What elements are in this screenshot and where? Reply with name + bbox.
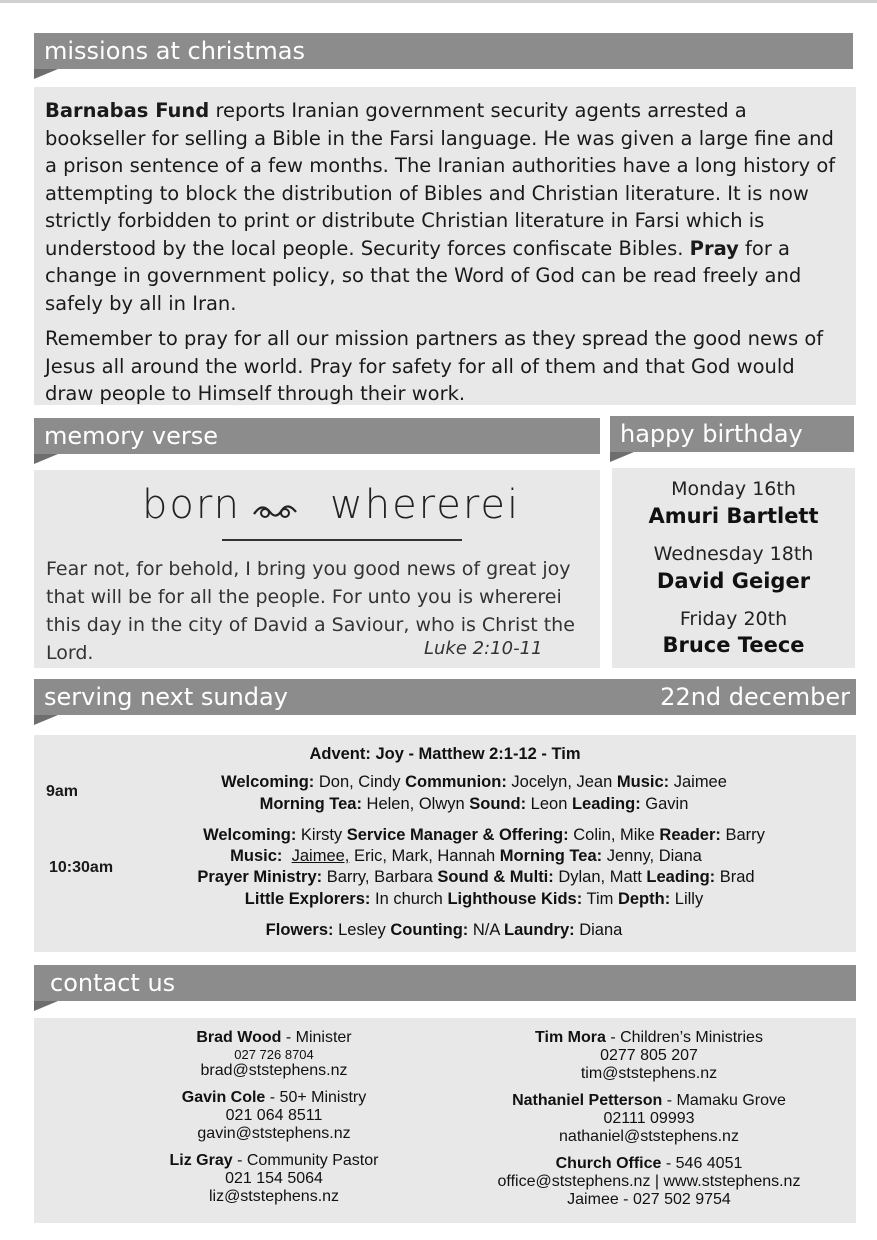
birthday-day: Monday 16th: [671, 478, 796, 500]
contact-entry: Nathaniel Petterson - Mamaku Grove: [512, 1092, 786, 1109]
banner-fold: [34, 454, 58, 464]
missions-box: [34, 87, 856, 405]
birthday-day: Friday 20th: [679, 608, 788, 630]
serving-box: [34, 735, 856, 952]
serving-banner: [34, 679, 856, 715]
serving-heading: Advent: Joy - Matthew 2:1-12 - Tim: [309, 745, 581, 763]
serving-row: Little Explorers: In church Lighthouse Kids: Tim Depth: Lilly: [244, 890, 704, 908]
memory-word-heading: [142, 478, 521, 538]
flourish-icon: [250, 498, 300, 528]
birthday-box: [612, 468, 855, 668]
contact-entry: Tim Mora - Children’s Ministries: [535, 1029, 763, 1046]
pray-label: Pray: [689, 236, 739, 260]
time-9am: 9am: [46, 783, 79, 800]
serving-row: Music: Jaimee, Eric, Mark, Hannah Morning Tea: Jenny, Diana: [230, 847, 702, 865]
contact-email[interactable]: nathaniel@ststephens.nz: [559, 1128, 739, 1145]
contact-phone: 0277 805 207: [600, 1047, 698, 1064]
barnabas-fund-label: Barnabas Fund: [45, 99, 210, 122]
serving-row: Prayer Ministry: Barry, Barbara Sound & Multi: Dylan, Matt Leading: Brad: [197, 868, 755, 886]
contact-banner: [34, 965, 856, 1001]
memory-verse-title: memory verse: [44, 422, 219, 450]
memory-word-left: born: [142, 482, 241, 528]
office-email-website[interactable]: office@ststephens.nz | www.ststephens.nz: [497, 1173, 801, 1190]
office-jaimee-contact: Jaimee - 027 502 9754: [567, 1191, 731, 1208]
contact-phone: 021 154 5064: [225, 1170, 323, 1187]
banner-fold: [34, 69, 58, 79]
memory-verse-banner: [34, 418, 600, 454]
memory-verse-box: [34, 470, 600, 668]
serving-footer-row: Flowers: Lesley Counting: N/A Laundry: Diana: [265, 921, 623, 939]
missions-paragraph-2: Remember to pray for all our mission partners as they spread the good news of Jesus all around the world. Pray for safety for all of them and that God would draw people to Himself through their work.: [45, 327, 824, 405]
contact-title: contact us: [50, 969, 176, 997]
contact-entry: Church Office - 546 4051: [555, 1155, 743, 1172]
contact-entry: Brad Wood - Minister: [196, 1029, 352, 1046]
missions-banner: [34, 33, 853, 69]
birthday-name: Bruce Teece: [662, 633, 805, 657]
memory-underline: [222, 539, 462, 541]
contact-email[interactable]: brad@ststephens.nz: [200, 1062, 348, 1079]
contact-entry: Gavin Cole - 50+ Ministry: [181, 1089, 367, 1106]
banner-fold: [34, 1001, 58, 1011]
birthday-banner: [610, 416, 854, 452]
contact-entry: Liz Gray - Community Pastor: [169, 1152, 379, 1169]
memory-word-right: whererei: [330, 482, 521, 528]
jaimee-link: Jaimee,: [291, 847, 350, 865]
contact-email[interactable]: liz@ststephens.nz: [208, 1188, 340, 1205]
birthday-name: David Geiger: [656, 569, 811, 593]
memory-verse-reference: Luke 2:10-11: [424, 638, 543, 659]
birthday-day: Wednesday 18th: [653, 543, 814, 565]
memory-verse-text: Fear not, for behold, I bring you good news of great joy that will be for all the people. For unto you is whererei this day in the city of David a Saviour, who is Christ the Lord.: [46, 558, 575, 664]
banner-fold: [34, 715, 58, 725]
time-1030am: 10:30am: [49, 859, 114, 876]
serving-title: serving next sunday: [44, 683, 288, 711]
birthday-name: Amuri Bartlett: [648, 504, 819, 528]
serving-row: Welcoming: Don, Cindy Communion: Jocelyn, Jean Music: Jaimee: [221, 773, 727, 791]
top-rule: [0, 0, 877, 3]
contact-phone: 027 726 8704: [234, 1047, 314, 1062]
contact-email[interactable]: tim@ststephens.nz: [580, 1065, 718, 1082]
contact-phone: 02111 09993: [603, 1110, 695, 1127]
contact-phone: 021 064 8511: [225, 1107, 323, 1124]
missions-title: missions at christmas: [44, 37, 305, 65]
contact-column-right: [464, 1029, 834, 1209]
birthday-title: happy birthday: [620, 420, 803, 448]
missions-paragraph-1: Barnabas Fund reports Iranian government security agents arrested a bookseller for selling a Bible in the Farsi language. He was given a large fine and a prison sentence of a few months. The Iranian authorities have a long history of attempting to block the distribution of Bibles and Christian literature. It is now strictly forbidden to print or distribute Christian literature in Farsi which is understood by the local people. Security forces confiscate Bibles. Pray for a change in government policy, so that the Word of God can be read freely and safely by all in Iran.: [45, 99, 836, 315]
contact-email[interactable]: gavin@ststephens.nz: [197, 1125, 351, 1142]
contact-column-left: [124, 1029, 424, 1206]
banner-fold: [610, 452, 634, 462]
contact-box: [34, 1018, 856, 1223]
serving-row: Morning Tea: Helen, Olwyn Sound: Leon Leading: Gavin: [259, 795, 689, 813]
serving-date: 22nd december: [660, 683, 850, 711]
serving-row: Welcoming: Kirsty Service Manager & Offering: Colin, Mike Reader: Barry: [203, 826, 765, 844]
